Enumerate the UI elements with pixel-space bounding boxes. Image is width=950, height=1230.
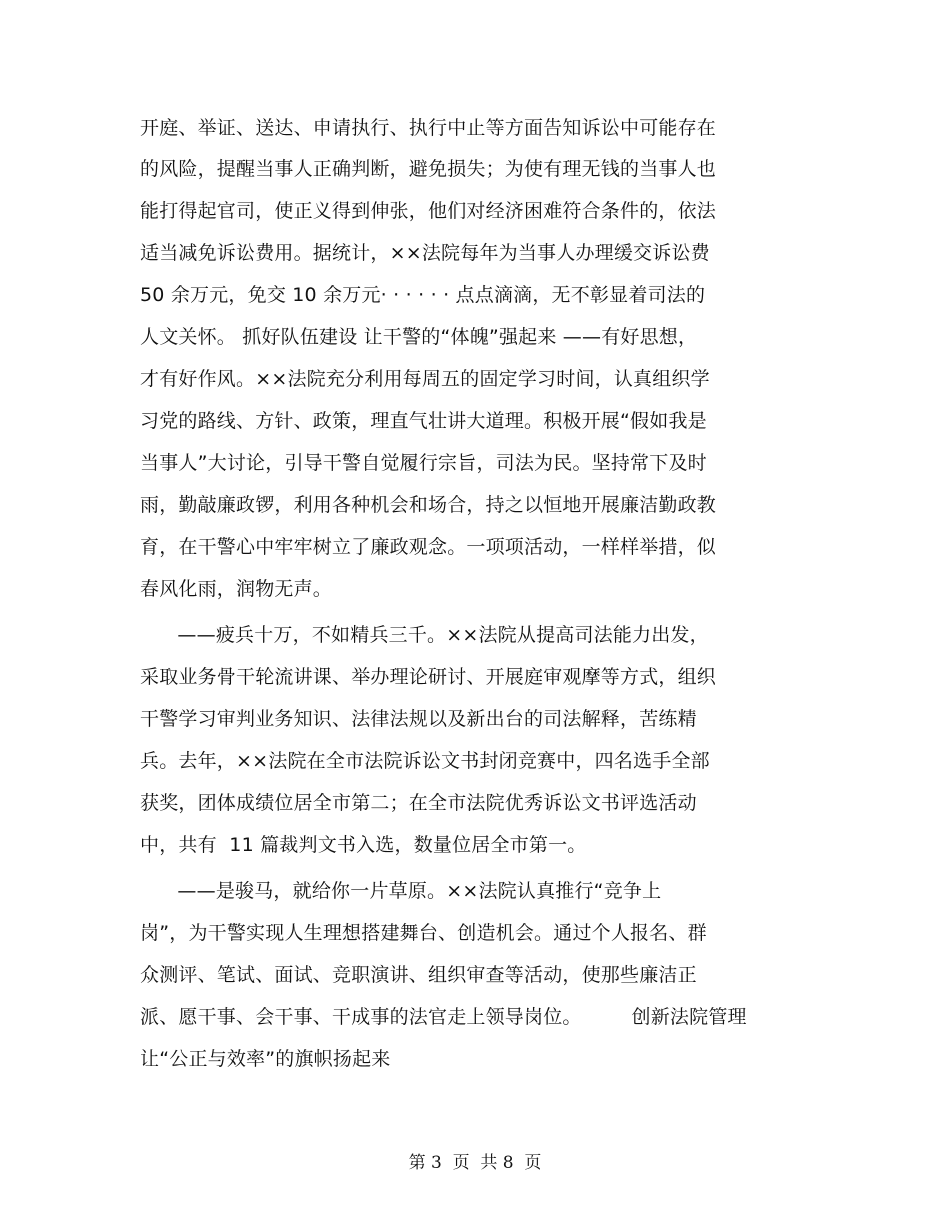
text-line: 雨，勤敲廉政锣，利用各种机会和场合，持之以恒地开展廉洁勤政教	[140, 494, 717, 516]
text-line: 采取业务骨干轮流讲课、举办理论研讨、开展庭审观摩等方式，组织	[140, 666, 717, 688]
text-line: 获奖，团体成绩位居全市第二；在全市法院优秀诉讼文书评选活动	[140, 792, 697, 814]
text-line: ——是骏马，就给你一片草原。××法院认真推行“竞争上	[140, 880, 662, 902]
text-line: 习党的路线、方针、政策，理直气壮讲大道理。积极开展“假如我是	[140, 410, 707, 432]
text-line: 能打得起官司，使正义得到伸张，他们对经济困难符合条件的，依法	[140, 200, 717, 222]
text-line: 兵。去年，××法院在全市法院诉讼文书封闭竞赛中，四名选手全部	[140, 750, 710, 772]
text-line: 干警学习审判业务知识、法律法规以及新出台的司法解释，苦练精	[140, 708, 697, 730]
text-line: 的风险，提醒当事人正确判断，避免损失；为使有理无钱的当事人也	[140, 158, 717, 180]
text-line: 岗”，为干警实现人生理想搭建舞台、创造机会。通过个人报名、群	[140, 922, 707, 944]
text-line: 才有好作风。××法院充分利用每周五的固定学习时间，认真组织学	[140, 368, 710, 390]
text-line: 春风化雨，润物无声。	[140, 578, 333, 600]
text-line: 派、愿干事、会干事、干成事的法官走上领导岗位。 创新法院管理	[140, 1006, 747, 1028]
text-line: 中，共有 11 篇裁判文书入选，数量位居全市第一。	[140, 834, 587, 856]
text-line: ——疲兵十万，不如精兵三千。××法院从提高司法能力出发，	[140, 624, 709, 646]
text-line: 50 余万元，免交 10 余万元· · · · · · 点点滴滴，无不彰显着司法的	[140, 284, 706, 306]
text-line: 育，在干警心中牢牢树立了廉政观念。一项项活动，一样样举措，似	[140, 536, 717, 558]
text-line: 适当减免诉讼费用。据统计，××法院每年为当事人办理缓交诉讼费	[140, 242, 710, 264]
text-line: 让“公正与效率”的旗帜扬起来	[140, 1048, 391, 1070]
page-number-footer: 第 3 页 共 8 页	[408, 1153, 542, 1173]
text-line: 众测评、笔试、面试、竞职演讲、组织审查等活动，使那些廉洁正	[140, 964, 697, 986]
text-line: 人文关怀。 抓好队伍建设 让干警的“体魄”强起来 ——有好思想，	[140, 326, 698, 348]
text-line: 开庭、举证、送达、申请执行、执行中止等方面告知诉讼中可能存在	[140, 117, 717, 139]
text-line: 当事人”大讨论，引导干警自觉履行宗旨，司法为民。坚持常下及时	[140, 452, 707, 474]
